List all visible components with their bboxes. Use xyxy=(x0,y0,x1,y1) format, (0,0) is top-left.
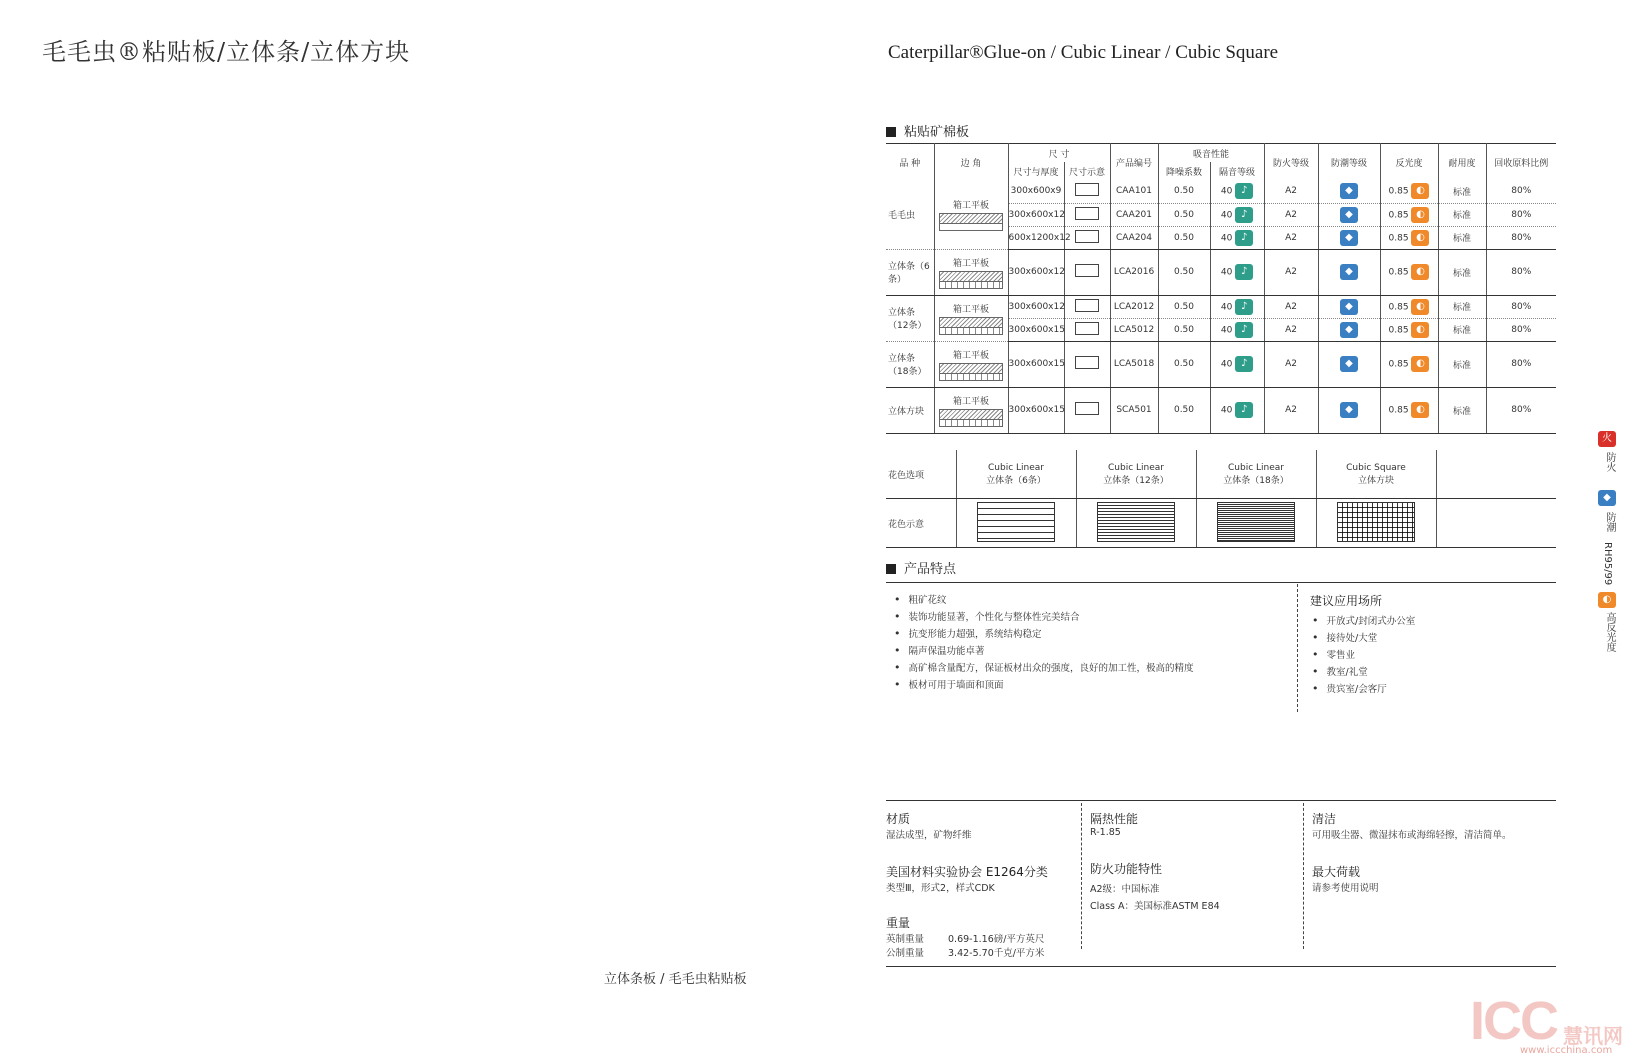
cac-cell: 40 ♪ xyxy=(1210,203,1264,226)
lr-cell: 0.85 ◐ xyxy=(1380,318,1438,341)
code-cell: LCA5018 xyxy=(1110,341,1158,387)
features-rule xyxy=(886,582,1556,583)
hdr-size: 尺 寸 xyxy=(1008,144,1110,163)
size-swatch-icon xyxy=(1075,356,1099,369)
watermark-cn: 慧讯网 xyxy=(1563,1024,1623,1048)
nrc-cell: 0.50 xyxy=(1158,249,1210,295)
size-illus-cell xyxy=(1064,318,1110,341)
pattern-18-lines-illustration xyxy=(1217,502,1295,542)
edge-label: 箱工平板 xyxy=(952,396,989,407)
fire-line: Class A：美国标准ASTM E84 xyxy=(1090,901,1220,912)
fire-cell: A2 xyxy=(1264,341,1318,387)
size-cell: 300x600x15 xyxy=(1008,318,1064,341)
weight-row: 英制重量 0.69-1.16磅/平方英尺 xyxy=(886,934,1045,945)
specs-col-1 xyxy=(886,810,1076,959)
humidity-cell xyxy=(1318,203,1380,226)
nrc-cell: 0.50 xyxy=(1158,387,1210,433)
size-illus-cell xyxy=(1064,180,1110,203)
spec-row xyxy=(886,295,1556,318)
size-cell: 300x600x15 xyxy=(1008,387,1064,433)
left-page-caption: 立体条板 / 毛毛虫粘贴板 xyxy=(604,972,747,987)
cac-cell: 40 ♪ xyxy=(1210,249,1264,295)
fire-icon: 火 xyxy=(1598,431,1616,447)
lr-cell: 0.85 ◐ xyxy=(1380,387,1438,433)
side-label-rh: RH95/99 xyxy=(1602,542,1613,586)
edge-profile-icon xyxy=(939,317,1003,328)
recycled-cell: 80% xyxy=(1486,226,1556,249)
humidity-icon: ◆ xyxy=(1340,230,1358,246)
side-label-lr: 高反光度 xyxy=(1604,612,1615,652)
humidity-icon: ◆ xyxy=(1340,356,1358,372)
material-title: 材质 xyxy=(886,812,911,826)
recycled-cell: 80% xyxy=(1486,249,1556,295)
size-swatch-icon xyxy=(1075,183,1099,196)
code-cell: CAA101 xyxy=(1110,180,1158,203)
application-item: • 贵宾室/会客厅 xyxy=(1312,681,1415,698)
durability-cell: 标准 xyxy=(1438,341,1486,387)
fire-cell: A2 xyxy=(1264,180,1318,203)
astm-text: 类型Ⅲ，形式2，样式CDK xyxy=(886,883,995,894)
pattern-illus-label: 花色示意 xyxy=(886,499,956,548)
feature-item: • 粗矿花纹 xyxy=(894,592,1194,609)
features-divider xyxy=(1297,584,1298,712)
light-reflectance-icon: ◐ xyxy=(1411,230,1429,246)
weight-row: 公制重量 3.42-5.70千克/平方米 xyxy=(886,948,1045,959)
edge-cell xyxy=(934,341,1008,387)
clean-text: 可用吸尘器、微湿抹布或海绵轻擦，清洁简单。 xyxy=(1312,830,1512,841)
thermal-text: R-1.85 xyxy=(1090,827,1121,838)
lr-cell: 0.85 ◐ xyxy=(1380,249,1438,295)
pattern-6-lines-illustration xyxy=(977,502,1055,542)
square-bullet-icon xyxy=(886,564,896,574)
durability-cell: 标准 xyxy=(1438,203,1486,226)
size-cell: 600x1200x12 xyxy=(1008,226,1064,249)
applications-list xyxy=(1312,613,1415,698)
acoustic-icon: ♪ xyxy=(1235,402,1253,418)
acoustic-icon: ♪ xyxy=(1235,207,1253,223)
humidity-cell xyxy=(1318,295,1380,318)
page-title-en: Caterpillar®Glue-on / Cubic Linear / Cubic Square xyxy=(888,42,1279,63)
spec-row xyxy=(886,387,1556,433)
recycled-cell: 80% xyxy=(1486,341,1556,387)
edge-profile-icon xyxy=(939,363,1003,374)
nrc-cell: 0.50 xyxy=(1158,180,1210,203)
pattern-square-grid-illustration xyxy=(1337,502,1415,542)
humidity-cell xyxy=(1318,341,1380,387)
size-cell: 300x600x15 xyxy=(1008,341,1064,387)
hdr-nrc: 降噪系数 xyxy=(1158,162,1210,180)
size-swatch-icon xyxy=(1075,299,1099,312)
hdr-lr: 反光度 xyxy=(1380,144,1438,181)
size-illus-cell xyxy=(1064,341,1110,387)
fire-cell: A2 xyxy=(1264,318,1318,341)
side-label-humidity: 防潮 xyxy=(1604,512,1615,532)
acoustic-icon: ♪ xyxy=(1235,322,1253,338)
pattern-option: Cubic Linear 立体条（18条） xyxy=(1196,450,1316,499)
humidity-cell xyxy=(1318,387,1380,433)
hdr-recycled: 回收原料比例 xyxy=(1486,144,1556,181)
edge-label: 箱工平板 xyxy=(952,258,989,269)
humidity-icon: ◆ xyxy=(1340,402,1358,418)
code-cell: LCA5012 xyxy=(1110,318,1158,341)
humidity-icon: ◆ xyxy=(1340,207,1358,223)
spec-table xyxy=(886,143,1556,434)
acoustic-icon: ♪ xyxy=(1235,264,1253,280)
size-swatch-icon xyxy=(1075,230,1099,243)
edge-cell xyxy=(934,249,1008,295)
thermal-title: 隔热性能 xyxy=(1090,812,1139,826)
hdr-variety: 品 种 xyxy=(899,158,921,169)
lr-cell: 0.85 ◐ xyxy=(1380,203,1438,226)
cac-cell: 40 ♪ xyxy=(1210,387,1264,433)
variety-cell: 立体条（6条） xyxy=(886,249,934,295)
pattern-option: Cubic Square 立体方块 xyxy=(1316,450,1436,499)
durability-cell: 标准 xyxy=(1438,318,1486,341)
hdr-edge: 边 角 xyxy=(934,144,1008,181)
watermark-logo: ICC xyxy=(1470,991,1557,1051)
humidity-cell xyxy=(1318,226,1380,249)
specs-top-rule xyxy=(886,800,1556,801)
size-cell: 300x600x12 xyxy=(1008,295,1064,318)
specs-bottom-rule xyxy=(886,966,1556,967)
light-reflectance-icon: ◐ xyxy=(1598,592,1616,608)
size-swatch-icon xyxy=(1075,322,1099,335)
durability-cell: 标准 xyxy=(1438,295,1486,318)
variety-cell: 立体方块 xyxy=(886,387,934,433)
variety-cell: 毛毛虫 xyxy=(886,180,934,249)
nrc-cell: 0.50 xyxy=(1158,203,1210,226)
size-cell: 300x600x12 xyxy=(1008,203,1064,226)
fire-cell: A2 xyxy=(1264,295,1318,318)
size-swatch-icon xyxy=(1075,402,1099,415)
humidity-icon: ◆ xyxy=(1340,264,1358,280)
size-swatch-icon xyxy=(1075,264,1099,277)
fire-title: 防火功能特性 xyxy=(1090,862,1163,876)
pattern-select-label: 花色选项 xyxy=(886,450,956,499)
acoustic-icon: ♪ xyxy=(1235,299,1253,315)
nrc-cell: 0.50 xyxy=(1158,226,1210,249)
edge-label: 箱工平板 xyxy=(952,200,989,211)
size-illus-cell xyxy=(1064,226,1110,249)
edge-label: 箱工平板 xyxy=(952,350,989,361)
light-reflectance-icon: ◐ xyxy=(1411,356,1429,372)
edge-profile-icon xyxy=(939,213,1003,224)
light-reflectance-icon: ◐ xyxy=(1411,183,1429,199)
size-swatch-icon xyxy=(1075,207,1099,220)
spec-row xyxy=(886,341,1556,387)
nrc-cell: 0.50 xyxy=(1158,318,1210,341)
durability-cell: 标准 xyxy=(1438,226,1486,249)
nrc-cell: 0.50 xyxy=(1158,295,1210,318)
light-reflectance-icon: ◐ xyxy=(1411,207,1429,223)
edge-label: 箱工平板 xyxy=(952,304,989,315)
fire-cell: A2 xyxy=(1264,249,1318,295)
acoustic-icon: ♪ xyxy=(1235,356,1253,372)
humidity-icon: ◆ xyxy=(1340,322,1358,338)
pattern-option: Cubic Linear 立体条（6条） xyxy=(956,450,1076,499)
code-cell: LCA2012 xyxy=(1110,295,1158,318)
load-text: 请参考使用说明 xyxy=(1312,883,1379,894)
application-item: • 零售业 xyxy=(1312,647,1415,664)
lr-cell: 0.85 ◐ xyxy=(1380,341,1438,387)
code-cell: LCA2016 xyxy=(1110,249,1158,295)
specs-col-2 xyxy=(1090,810,1295,912)
pattern-table xyxy=(886,450,1556,548)
humidity-icon: ◆ xyxy=(1598,490,1616,506)
fire-cell: A2 xyxy=(1264,387,1318,433)
fire-cell: A2 xyxy=(1264,226,1318,249)
load-title: 最大荷载 xyxy=(1312,865,1361,879)
specs-col-3 xyxy=(1312,810,1552,894)
feature-item: • 装饰功能显著，个性化与整体性完美结合 xyxy=(894,609,1194,626)
hdr-size-illus: 尺寸示意 xyxy=(1064,162,1110,180)
application-item: • 接待处/大堂 xyxy=(1312,630,1415,647)
features-list xyxy=(894,592,1194,694)
recycled-cell: 80% xyxy=(1486,295,1556,318)
lr-cell: 0.85 ◐ xyxy=(1380,295,1438,318)
side-label-fire: 防火 xyxy=(1604,452,1615,472)
light-reflectance-icon: ◐ xyxy=(1411,299,1429,315)
size-illus-cell xyxy=(1064,203,1110,226)
edge-cell xyxy=(934,387,1008,433)
edge-profile-icon xyxy=(939,271,1003,282)
recycled-cell: 80% xyxy=(1486,180,1556,203)
fire-line: A2级：中国标准 xyxy=(1090,884,1160,895)
hdr-size-thickness: 尺寸与厚度 xyxy=(1008,162,1064,180)
spec-row xyxy=(886,180,1556,203)
code-cell: CAA204 xyxy=(1110,226,1158,249)
fire-cell: A2 xyxy=(1264,203,1318,226)
size-cell: 300x600x9 xyxy=(1008,180,1064,203)
pattern-12-lines-illustration xyxy=(1097,502,1175,542)
edge-cell xyxy=(934,180,1008,249)
size-illus-cell xyxy=(1064,295,1110,318)
hdr-humidity: 防潮等级 xyxy=(1318,144,1380,181)
light-reflectance-icon: ◐ xyxy=(1411,322,1429,338)
applications-title: 建议应用场所 xyxy=(1310,594,1383,608)
size-illus-cell xyxy=(1064,387,1110,433)
hdr-fire: 防火等级 xyxy=(1264,144,1318,181)
humidity-cell xyxy=(1318,180,1380,203)
specs-divider-1 xyxy=(1081,803,1082,949)
feature-item: • 高矿棉含量配方，保证板材出众的强度，良好的加工性，极高的精度 xyxy=(894,660,1194,677)
humidity-icon: ◆ xyxy=(1340,299,1358,315)
astm-title: 美国材料实验协会 E1264分类 xyxy=(886,865,1048,879)
recycled-cell: 80% xyxy=(1486,387,1556,433)
specs-divider-2 xyxy=(1303,803,1304,949)
hdr-acoustic: 吸音性能 xyxy=(1158,144,1264,163)
light-reflectance-icon: ◐ xyxy=(1411,402,1429,418)
nrc-cell: 0.50 xyxy=(1158,341,1210,387)
page-title-cn: 毛毛虫®粘贴板/立体条/立体方块 xyxy=(42,38,411,66)
hdr-durability: 耐用度 xyxy=(1438,144,1486,181)
light-reflectance-icon: ◐ xyxy=(1411,264,1429,280)
cac-cell: 40 ♪ xyxy=(1210,295,1264,318)
lr-cell: 0.85 ◐ xyxy=(1380,226,1438,249)
edge-profile-icon xyxy=(939,409,1003,420)
section-heading-spec: 粘贴矿棉板 xyxy=(886,121,969,140)
feature-item: • 抗变形能力超强，系统结构稳定 xyxy=(894,626,1194,643)
feature-item: • 板材可用于墙面和顶面 xyxy=(894,677,1194,694)
humidity-icon: ◆ xyxy=(1340,183,1358,199)
durability-cell: 标准 xyxy=(1438,180,1486,203)
hdr-code: 产品编号 xyxy=(1110,144,1158,181)
recycled-cell: 80% xyxy=(1486,203,1556,226)
acoustic-icon: ♪ xyxy=(1235,183,1253,199)
variety-cell: 立体条（18条） xyxy=(886,341,934,387)
humidity-cell xyxy=(1318,318,1380,341)
code-cell: SCA501 xyxy=(1110,387,1158,433)
spec-row xyxy=(886,249,1556,295)
size-illus-cell xyxy=(1064,249,1110,295)
application-item: • 开放式/封闭式办公室 xyxy=(1312,613,1415,630)
application-item: • 教室/礼堂 xyxy=(1312,664,1415,681)
cac-cell: 40 ♪ xyxy=(1210,341,1264,387)
cac-cell: 40 ♪ xyxy=(1210,226,1264,249)
durability-cell: 标准 xyxy=(1438,387,1486,433)
watermark-url: www.iccchina.com xyxy=(1520,1045,1613,1056)
pattern-option: Cubic Linear 立体条（12条） xyxy=(1076,450,1196,499)
edge-cell xyxy=(934,295,1008,341)
weight-title: 重量 xyxy=(886,916,911,930)
lr-cell: 0.85 ◐ xyxy=(1380,180,1438,203)
variety-cell: 立体条（12条） xyxy=(886,295,934,341)
recycled-cell: 80% xyxy=(1486,318,1556,341)
hdr-cac: 隔音等级 xyxy=(1210,162,1264,180)
square-bullet-icon xyxy=(886,127,896,137)
durability-cell: 标准 xyxy=(1438,249,1486,295)
size-cell: 300x600x12 xyxy=(1008,249,1064,295)
code-cell: CAA201 xyxy=(1110,203,1158,226)
feature-item: • 隔声保温功能卓著 xyxy=(894,643,1194,660)
cac-cell: 40 ♪ xyxy=(1210,180,1264,203)
material-text: 湿法成型，矿物纤维 xyxy=(886,830,972,841)
cac-cell: 40 ♪ xyxy=(1210,318,1264,341)
humidity-cell xyxy=(1318,249,1380,295)
acoustic-icon: ♪ xyxy=(1235,230,1253,246)
clean-title: 清洁 xyxy=(1312,812,1337,826)
section-heading-features: 产品特点 xyxy=(886,558,956,577)
